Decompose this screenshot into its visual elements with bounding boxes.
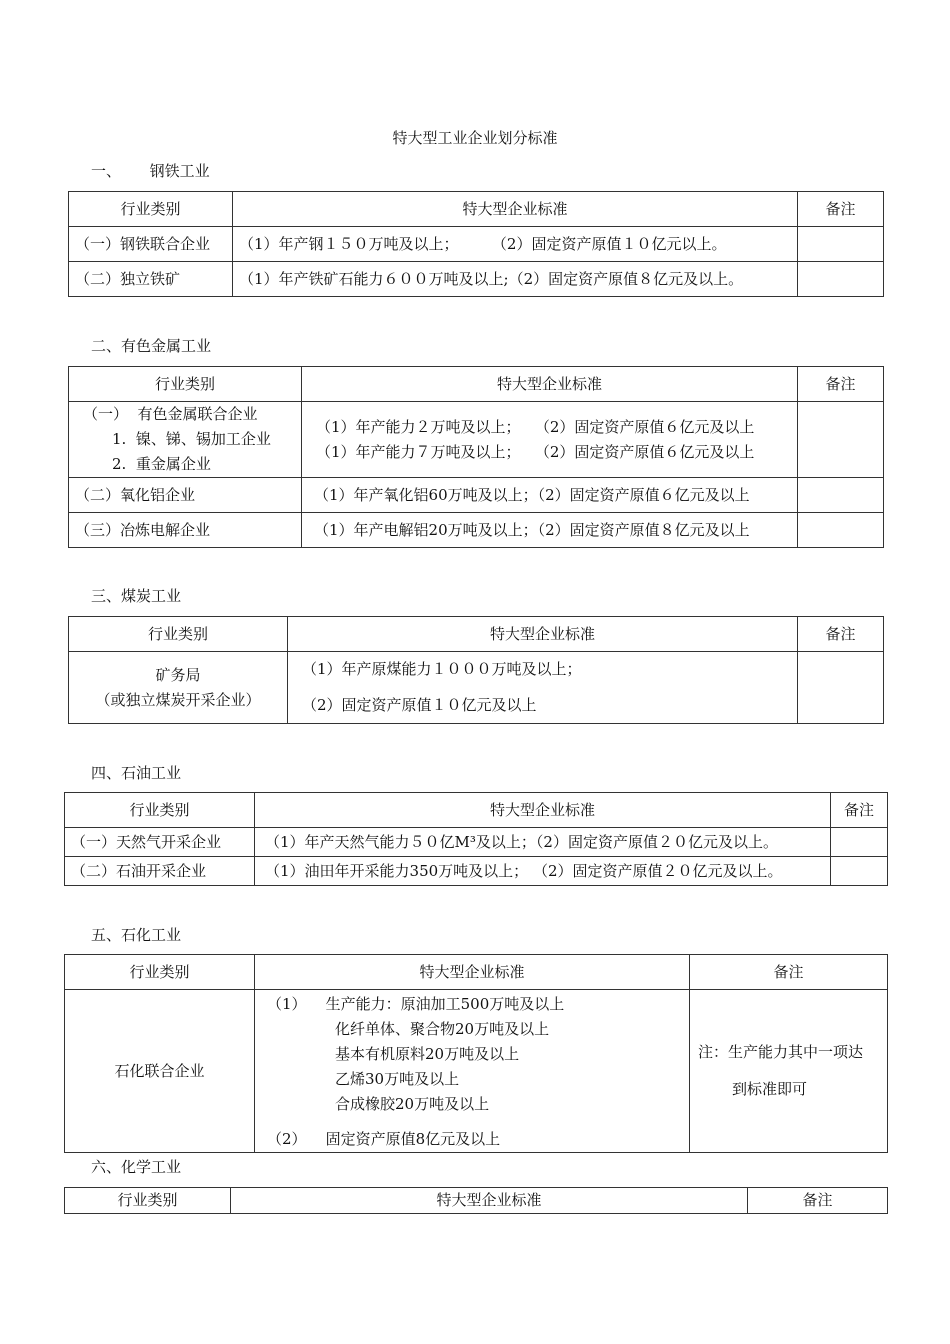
header-category: 行业类别	[69, 617, 288, 652]
note-cell	[831, 857, 888, 886]
standard-cell: （1）年产钢１５０万吨及以上； （2）固定资产原值１０亿元以上。	[233, 227, 798, 262]
section-heading-petrochemical: 五、石化工业	[91, 926, 182, 944]
section-heading-coal: 三、煤炭工业	[91, 587, 182, 605]
header-standard: 特大型企业标准	[302, 367, 798, 402]
page-title: 特大型工业企业划分标准	[392, 129, 558, 147]
table-row	[69, 402, 884, 478]
category-cell: （一）钢铁联合企业	[69, 227, 233, 262]
note-line: 注：生产能力其中一项达	[698, 1043, 864, 1061]
section-heading-nonferrous: 二、有色金属工业	[91, 337, 212, 355]
note-cell	[798, 262, 884, 297]
standard-cell: （1）年产铁矿石能力６００万吨及以上;（2）固定资产原值８亿元及以上。	[233, 262, 798, 297]
header-standard: 特大型企业标准	[255, 955, 690, 990]
table-row	[65, 990, 888, 1153]
standard-line: （2） 固定资产原值8亿元及以上	[267, 1130, 501, 1148]
category-cell	[69, 652, 288, 724]
standard-subline: 合成橡胶20万吨及以上	[335, 1095, 490, 1113]
category-line: 矿务局	[155, 665, 201, 684]
note-line: 到标准即可	[732, 1080, 808, 1098]
standard-cell: （1）年产天然气能力５０亿M³及以上；（2）固定资产原值２０亿元及以上。	[255, 828, 831, 857]
note-cell	[690, 990, 888, 1153]
section-heading-chemical: 六、化学工业	[91, 1158, 182, 1176]
standard-line: （1）年产能力７万吨及以上； （2）固定资产原值６亿元及以上	[316, 442, 755, 461]
standard-subline: 乙烯30万吨及以上	[335, 1070, 460, 1088]
table-coal	[68, 616, 884, 724]
note-cell	[798, 652, 884, 724]
header-standard: 特大型企业标准	[255, 793, 831, 828]
note-cell	[798, 227, 884, 262]
standard-line: （1） 生产能力：原油加工500万吨及以上	[267, 995, 565, 1013]
standard-cell	[302, 402, 798, 478]
category-cell	[69, 402, 302, 478]
category-cell: （二）氧化铝企业	[69, 478, 302, 513]
standard-line: （2）固定资产原值１０亿元及以上	[302, 696, 537, 714]
note-cell	[831, 828, 888, 857]
note-cell	[798, 478, 884, 513]
standard-cell	[255, 990, 690, 1153]
category-cell: （二）石油开采企业	[65, 857, 255, 886]
category-line: （或独立煤炭开采企业）	[95, 690, 261, 709]
header-note: 备注	[798, 617, 884, 652]
standard-subline: 化纤单体、聚合物20万吨及以上	[335, 1020, 550, 1038]
table-chemical	[64, 1187, 888, 1214]
header-category: 行业类别	[65, 955, 255, 990]
table-row	[65, 857, 888, 886]
header-category: 行业类别	[65, 793, 255, 828]
header-standard: 特大型企业标准	[231, 1188, 748, 1214]
table-nonferrous	[68, 366, 884, 548]
header-note: 备注	[831, 793, 888, 828]
table-row	[69, 478, 884, 513]
category-line: （一） 有色金属联合企业	[83, 405, 258, 423]
header-note: 备注	[690, 955, 888, 990]
category-cell: （一）天然气开采企业	[65, 828, 255, 857]
table-oil	[64, 792, 888, 886]
table-row	[69, 227, 884, 262]
header-category: 行业类别	[69, 367, 302, 402]
category-cell: （三）冶炼电解企业	[69, 513, 302, 548]
header-note: 备注	[748, 1188, 888, 1214]
header-standard: 特大型企业标准	[288, 617, 798, 652]
table-row	[69, 652, 884, 724]
category-line: 1. 镍、锑、锡加工企业	[112, 430, 271, 448]
header-standard: 特大型企业标准	[233, 192, 798, 227]
header-category: 行业类别	[69, 192, 233, 227]
standard-cell: （1）年产氧化铝60万吨及以上；（2）固定资产原值６亿元及以上	[302, 478, 798, 513]
category-cell: （二）独立铁矿	[69, 262, 233, 297]
section-heading-steel: 一、 钢铁工业	[91, 162, 210, 180]
table-row	[65, 828, 888, 857]
standard-cell: （1）油田年开采能力350万吨及以上； （2）固定资产原值２０亿元及以上。	[255, 857, 831, 886]
standard-subline: 基本有机原料20万吨及以上	[335, 1045, 520, 1063]
standard-line: （1）年产能力２万吨及以上； （2）固定资产原值６亿元及以上	[316, 417, 755, 436]
section-heading-oil: 四、石油工业	[91, 764, 182, 782]
note-cell	[798, 402, 884, 478]
table-petrochemical	[64, 954, 888, 1153]
table-row	[69, 513, 884, 548]
header-category: 行业类别	[65, 1188, 231, 1214]
category-line: 2. 重金属企业	[112, 455, 211, 473]
standard-line: （1）年产原煤能力１０００万吨及以上；	[302, 660, 582, 678]
header-note: 备注	[798, 367, 884, 402]
standard-cell	[288, 652, 798, 724]
header-note: 备注	[798, 192, 884, 227]
note-cell	[798, 513, 884, 548]
category-cell: 石化联合企业	[65, 990, 255, 1153]
table-row	[69, 262, 884, 297]
table-steel	[68, 191, 884, 297]
standard-cell: （1）年产电解铝20万吨及以上；（2）固定资产原值８亿元及以上	[302, 513, 798, 548]
